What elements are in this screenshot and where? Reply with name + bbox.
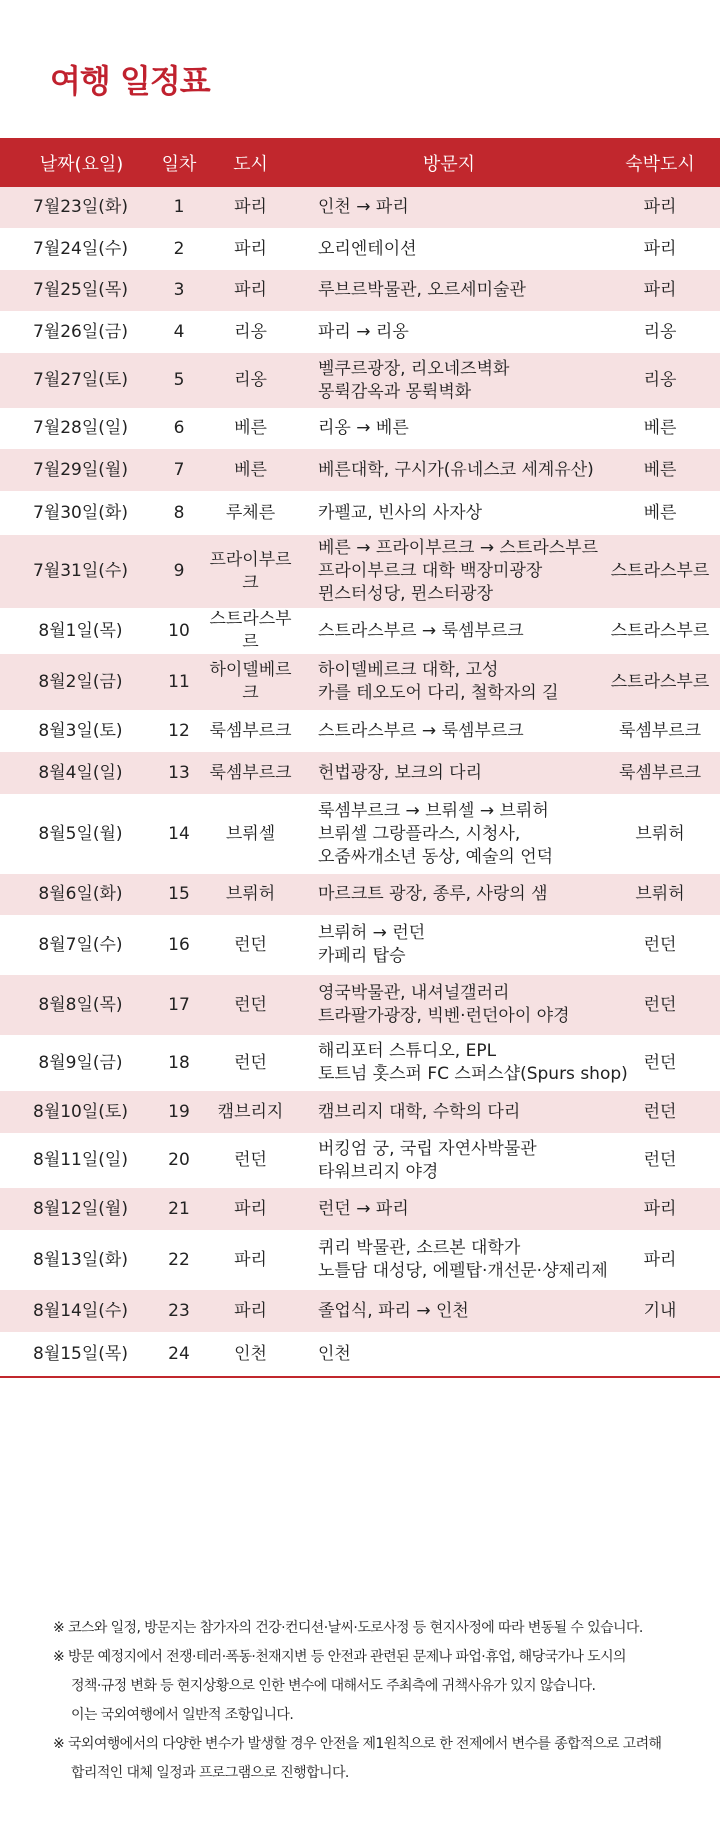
visit-line: 헌법광장, 보크의 다리 [318, 762, 483, 783]
visits-cell [298, 1332, 600, 1377]
table-row [0, 794, 720, 874]
table-row [0, 975, 720, 1035]
stay-cell: 런던 [643, 1052, 677, 1073]
table-row [0, 915, 720, 975]
visit-line: 런던 → 파리 [318, 1198, 409, 1219]
stay-cell: 스트라스부르 [600, 654, 720, 710]
table-row [0, 608, 720, 654]
visits-cell [298, 228, 600, 270]
stay-cell: 파리 [643, 238, 677, 259]
date-cell: 8월2일(금) [0, 654, 155, 710]
city-cell: 파리 [203, 187, 298, 228]
visits-cell [298, 270, 600, 311]
visit-line: 인천 [318, 1343, 351, 1364]
header-date: 날짜(요일) [0, 138, 155, 187]
header-stay: 숙박도시 [600, 138, 720, 187]
visits-cell [298, 752, 600, 794]
visit-line: 파리 → 리옹 [318, 321, 409, 342]
table-row [0, 1332, 720, 1377]
city-cell: 런던 [234, 934, 267, 955]
visit-line: 졸업식, 파리 → 인천 [318, 1300, 469, 1321]
stay-cell: 런던 [600, 1091, 720, 1133]
city-cell: 파리 [203, 1290, 298, 1332]
visit-line: 버킹엄 궁, 국립 자연사박물관 [318, 1138, 537, 1159]
visits-cell [298, 187, 600, 228]
city-cell: 런던 [234, 1150, 267, 1170]
date-cell: 8월13일(화) [33, 1249, 128, 1270]
visits-cell [298, 710, 600, 752]
table-row [0, 1290, 720, 1332]
visit-line: 타워브리지 야경 [318, 1161, 439, 1182]
day-cell: 5 [155, 353, 203, 408]
city-cell: 베른 [203, 449, 298, 491]
stay-cell: 기내 [600, 1290, 720, 1332]
visit-line: 카를 테오도어 다리, 철학자의 길 [318, 683, 559, 703]
visits-cell [298, 1188, 600, 1230]
visit-line: 베른대학, 구시가(유네스코 세계유산) [318, 459, 594, 480]
visit-line: 브뤼셀 그랑플라스, 시청사, [318, 823, 521, 844]
header-city: 도시 [203, 138, 298, 187]
day-cell: 4 [173, 321, 185, 342]
table-row [0, 1133, 720, 1188]
visits-cell [298, 1230, 608, 1290]
city-cell: 캠브리지 [203, 1091, 298, 1133]
day-cell: 23 [155, 1290, 203, 1332]
note-line: ※ 국외여행에서의 다양한 변수가 발생할 경우 안전을 제1원칙으로 한 전제에서 변수를 종합적으로 고려해 [53, 1736, 662, 1752]
day-cell: 8 [173, 502, 185, 523]
city-cell: 베른 [234, 418, 267, 438]
stay-cell: 베른 [643, 502, 677, 523]
table-row [0, 1091, 720, 1133]
city-cell: 루체른 [225, 502, 276, 523]
visits-cell [298, 353, 600, 408]
table-row [0, 1230, 720, 1290]
stay-cell: 스트라스부르 [610, 620, 710, 641]
stay-cell: 파리 [600, 187, 720, 228]
city-cell: 런던 [203, 975, 298, 1035]
date-cell: 8월11일(일) [33, 1150, 128, 1170]
stay-cell: 룩셈부르크 [600, 752, 720, 794]
date-cell: 8월10일(토) [0, 1091, 155, 1133]
day-cell: 21 [155, 1188, 203, 1230]
visit-line: 오리엔테이션 [318, 238, 417, 259]
city-cell: 파리 [234, 1249, 267, 1270]
stay-cell [600, 1332, 720, 1377]
header-day: 일차 [155, 138, 203, 187]
date-cell: 8월5일(월) [38, 823, 123, 844]
date-cell: 7월23일(화) [0, 187, 155, 228]
table-row [0, 311, 720, 353]
day-cell: 20 [168, 1150, 190, 1170]
day-cell: 13 [155, 752, 203, 794]
visits-cell [298, 794, 600, 874]
note-line: 이는 국외여행에서 일반적 조항입니다. [71, 1707, 294, 1723]
date-cell: 7월25일(목) [0, 270, 155, 311]
day-cell: 24 [155, 1332, 203, 1377]
stay-cell: 런던 [643, 934, 677, 955]
visits-cell [298, 449, 600, 491]
stay-cell: 런던 [643, 1150, 677, 1170]
date-cell: 7월27일(토) [0, 353, 155, 408]
city-cell: 리옹 [203, 353, 298, 408]
visit-line: 프라이부르크 대학 백장미광장 [318, 561, 543, 581]
visits-cell [298, 608, 600, 654]
city-cell: 파리 [234, 238, 267, 259]
date-cell: 8월9일(금) [38, 1052, 123, 1073]
city-cell: 스트라스부르 [209, 609, 292, 652]
stay-cell: 브뤼허 [600, 874, 720, 915]
date-cell: 8월12일(월) [0, 1188, 155, 1230]
stay-cell: 베른 [600, 449, 720, 491]
note-line: 정책·규정 변화 등 현지상황으로 인한 변수에 대해서도 주최측에 귀책사유가 있지 않습니다. [71, 1678, 596, 1694]
day-cell: 11 [155, 654, 203, 710]
table-row [0, 270, 720, 311]
visit-line: 인천 → 파리 [318, 197, 409, 217]
day-cell: 15 [155, 874, 203, 915]
visit-line: 루브르박물관, 오르세미술관 [318, 280, 526, 300]
city-cell: 인천 [203, 1332, 298, 1377]
visit-line: 리옹 → 베른 [318, 418, 409, 438]
day-cell: 9 [155, 535, 203, 608]
stay-cell: 리옹 [643, 321, 677, 342]
day-cell: 1 [155, 187, 203, 228]
table-row [0, 408, 720, 449]
day-cell: 19 [155, 1091, 203, 1133]
stay-cell: 파리 [600, 270, 720, 311]
itinerary-table [0, 138, 720, 1378]
date-cell: 7월24일(수) [33, 238, 128, 259]
visit-line: 하이델베르크 대학, 고성 [318, 660, 499, 680]
stay-cell: 스트라스부르 [600, 535, 720, 608]
table-row [0, 228, 720, 270]
stay-cell: 런던 [600, 975, 720, 1035]
day-cell: 2 [173, 238, 185, 259]
date-cell: 8월1일(목) [38, 620, 123, 641]
visit-line: 카페리 탑승 [318, 946, 406, 966]
date-cell: 7월31일(수) [0, 535, 155, 608]
date-cell: 8월6일(화) [0, 874, 155, 915]
visits-cell [298, 915, 600, 975]
visits-cell [298, 1091, 600, 1133]
city-cell: 룩셈부르크 [209, 720, 292, 741]
note-line: ※ 방문 예정지에서 전쟁·테러·폭동·천재지변 등 안전과 관련된 문제나 파업·휴업, 해당국가나 도시의 [53, 1649, 626, 1665]
table-row [0, 449, 720, 491]
note-line: 합리적인 대체 일정과 프로그램으로 진행합니다. [71, 1765, 349, 1781]
stay-cell: 리옹 [600, 353, 720, 408]
city-cell: 브뤼셀 [225, 823, 276, 844]
city-cell: 브뤼허 [203, 874, 298, 915]
visit-line: 룩셈부르크 → 브뤼셀 → 브뤼허 [318, 800, 549, 821]
day-cell: 14 [168, 823, 190, 844]
date-cell: 8월7일(수) [38, 934, 123, 955]
visits-cell [298, 311, 600, 353]
visit-line: 스트라스부르 → 룩셈부르크 [318, 720, 524, 741]
day-cell: 17 [155, 975, 203, 1035]
table-row [0, 874, 720, 915]
table-header-row [0, 138, 720, 187]
header-visits: 방문지 [298, 138, 600, 187]
city-cell: 하이델베르크 [203, 654, 298, 710]
table-row [0, 1035, 720, 1091]
visit-line: 카펠교, 빈사의 사자상 [318, 502, 483, 523]
visit-line: 브뤼허 → 런던 [318, 923, 426, 943]
visit-line: 몽뤽감옥과 몽뤽벽화 [318, 381, 472, 402]
visit-line: 트라팔가광장, 빅벤·런던아이 야경 [318, 1006, 570, 1026]
visit-line: 노틀담 대성당, 에펠탑·개선문·샹제리제 [318, 1261, 608, 1281]
stay-cell: 베른 [643, 418, 677, 438]
table-row [0, 491, 720, 535]
table-row [0, 353, 720, 408]
visit-line: 캠브리지 대학, 수학의 다리 [318, 1101, 521, 1122]
city-cell: 파리 [203, 1188, 298, 1230]
date-cell: 8월15일(목) [0, 1332, 155, 1377]
date-cell: 7월30일(화) [33, 502, 128, 523]
date-cell: 8월4일(일) [0, 752, 155, 794]
table-row [0, 654, 720, 710]
visit-line: 퀴리 박물관, 소르본 대학가 [318, 1238, 521, 1258]
day-cell: 16 [168, 934, 190, 955]
date-cell: 8월3일(토) [38, 720, 123, 741]
city-cell: 프라이부르크 [203, 535, 298, 608]
table-row [0, 752, 720, 794]
visits-cell [298, 408, 600, 449]
stay-cell: 브뤼허 [635, 823, 685, 844]
notes-section [53, 1614, 713, 1788]
day-cell: 12 [168, 720, 190, 741]
city-cell: 리옹 [234, 321, 267, 342]
table-row [0, 187, 720, 228]
date-cell: 7월29일(월) [0, 449, 155, 491]
visit-line: 해리포터 스튜디오, EPL [318, 1041, 497, 1061]
visit-line: 뮌스터성당, 뮌스터광장 [318, 584, 494, 604]
visits-cell [298, 654, 600, 710]
visits-cell [298, 491, 600, 535]
visit-line: 스트라스부르 → 룩셈부르크 [318, 620, 524, 641]
day-cell: 3 [155, 270, 203, 311]
date-cell: 8월14일(수) [0, 1290, 155, 1332]
visit-line: 베른 → 프라이부르크 → 스트라스부르 [318, 538, 599, 558]
visit-line: 오줌싸개소년 동상, 예술의 언덕 [318, 846, 554, 867]
stay-cell: 파리 [643, 1249, 677, 1270]
visits-cell [298, 975, 600, 1035]
day-cell: 6 [173, 418, 185, 438]
table-row [0, 710, 720, 752]
visits-cell [298, 874, 600, 915]
day-cell: 22 [168, 1249, 190, 1270]
page-title: 여행 일정표 [50, 62, 210, 100]
date-cell: 7월28일(일) [33, 418, 128, 438]
visit-line: 토트넘 홋스퍼 FC 스퍼스샵(Spurs shop) [318, 1064, 628, 1084]
stay-cell: 파리 [600, 1188, 720, 1230]
city-cell: 룩셈부르크 [203, 752, 298, 794]
city-cell: 런던 [234, 1052, 267, 1073]
stay-cell: 룩셈부르크 [618, 720, 702, 741]
visit-line: 마르크트 광장, 종루, 사랑의 샘 [318, 884, 548, 904]
date-cell: 7월26일(금) [33, 321, 128, 342]
visit-line: 영국박물관, 내셔널갤러리 [318, 983, 510, 1003]
visits-cell [298, 1133, 600, 1188]
day-cell: 18 [168, 1052, 190, 1073]
visits-cell [298, 1035, 628, 1091]
visit-line: 벨쿠르광장, 리오네즈벽화 [318, 358, 510, 379]
city-cell: 파리 [203, 270, 298, 311]
table-row [0, 1188, 720, 1230]
table-row [0, 535, 720, 608]
day-cell: 7 [155, 449, 203, 491]
date-cell: 8월8일(목) [0, 975, 155, 1035]
note-line: ※ 코스와 일정, 방문지는 참가자의 건강·컨디션·날씨·도로사정 등 현지사정에 따라 변동될 수 있습니다. [53, 1620, 643, 1636]
table-body [0, 187, 720, 1377]
visits-cell [298, 535, 600, 608]
day-cell: 10 [168, 620, 190, 641]
visits-cell [298, 1290, 600, 1332]
